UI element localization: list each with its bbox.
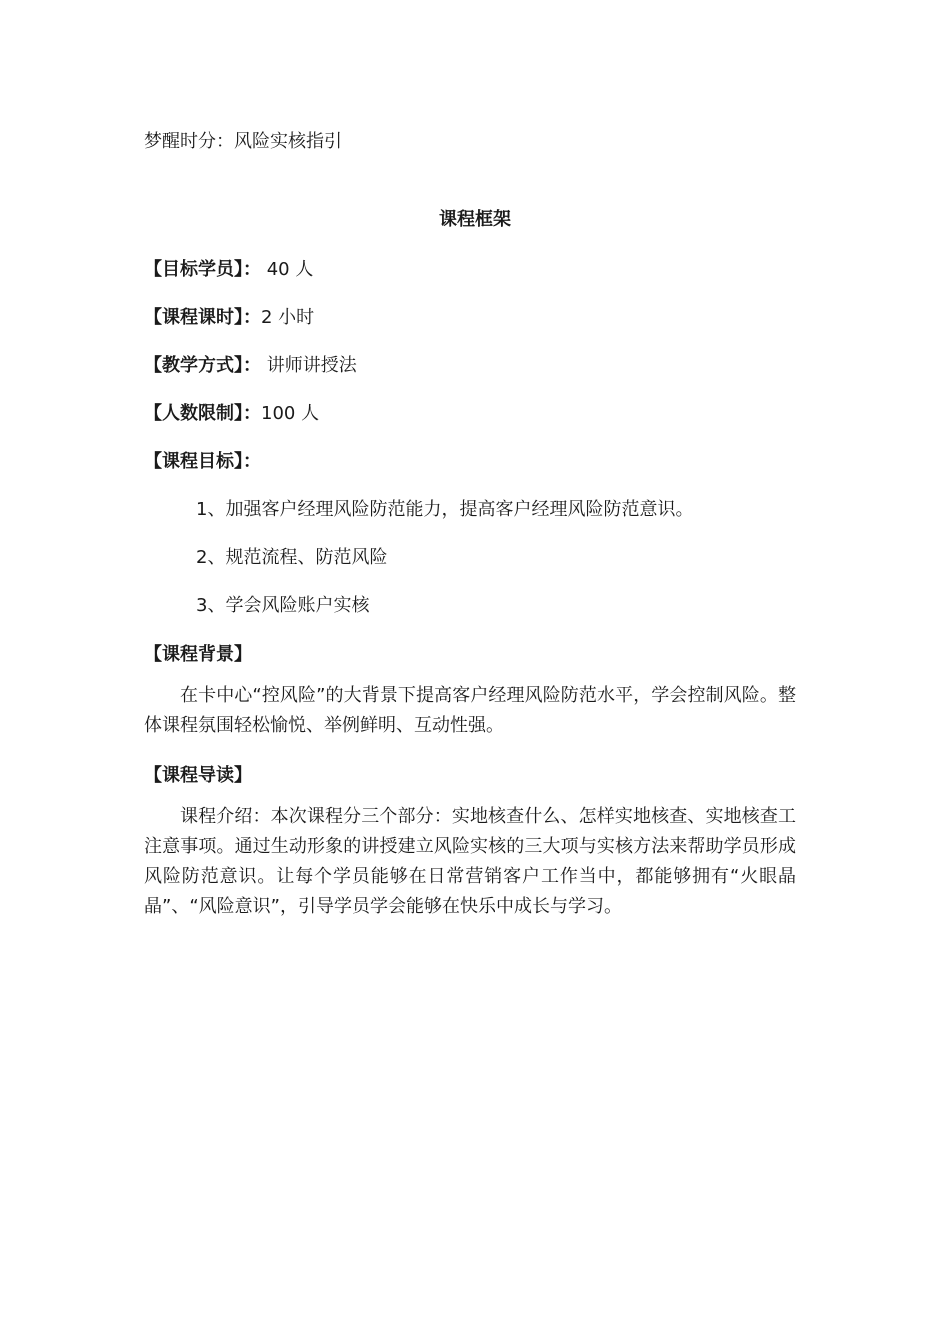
field-value: 2 小时 — [261, 307, 315, 328]
field-label: 【目标学员】： — [144, 259, 261, 280]
guide-heading: 【课程导读】 — [144, 765, 252, 786]
guide-paragraph: 课程介绍：本次课程分三个部分：实地核查什么、怎样实地核查、实地核查工注意事项。通过生动形象的讲授建立风险实核的三大项与实核方法来帮助学员形成风险防范意识。让每个学员能够在日常营销客户工作当中，都能够拥有“火眼晶晶”、“风险意识”，引导学员学会能够在快乐中成长与学习。 — [144, 806, 796, 917]
goal-item: 3、学会风险账户实核 — [196, 595, 370, 616]
field-value: 讲师讲授法 — [261, 355, 357, 376]
field-label: 【教学方式】： — [144, 355, 261, 376]
goal-item: 1、加强客户经理风险防范能力，提高客户经理风险防范意识。 — [196, 499, 694, 520]
background-paragraph: 在卡中心“控风险”的大背景下提高客户经理风险防范水平，学会控制风险。整体课程氛围轻松愉悦、举例鲜明、互动性强。 — [144, 685, 796, 736]
page-title: 课程框架 — [439, 209, 511, 230]
field-headcount-limit — [144, 402, 319, 426]
background-heading: 【课程背景】 — [144, 644, 252, 665]
field-value: 100 人 — [261, 403, 320, 424]
field-course-hours — [144, 306, 314, 330]
goals-heading: 【课程目标】： — [144, 451, 261, 472]
document-header: 梦醒时分：风险实核指引 — [144, 131, 342, 152]
field-teaching-method — [144, 354, 357, 378]
goal-item: 2、规范流程、防范风险 — [196, 547, 388, 568]
field-label: 【人数限制】： — [144, 403, 261, 424]
field-target-students — [144, 258, 313, 282]
field-value: 40 人 — [261, 259, 314, 280]
field-label: 【课程课时】： — [144, 307, 261, 328]
